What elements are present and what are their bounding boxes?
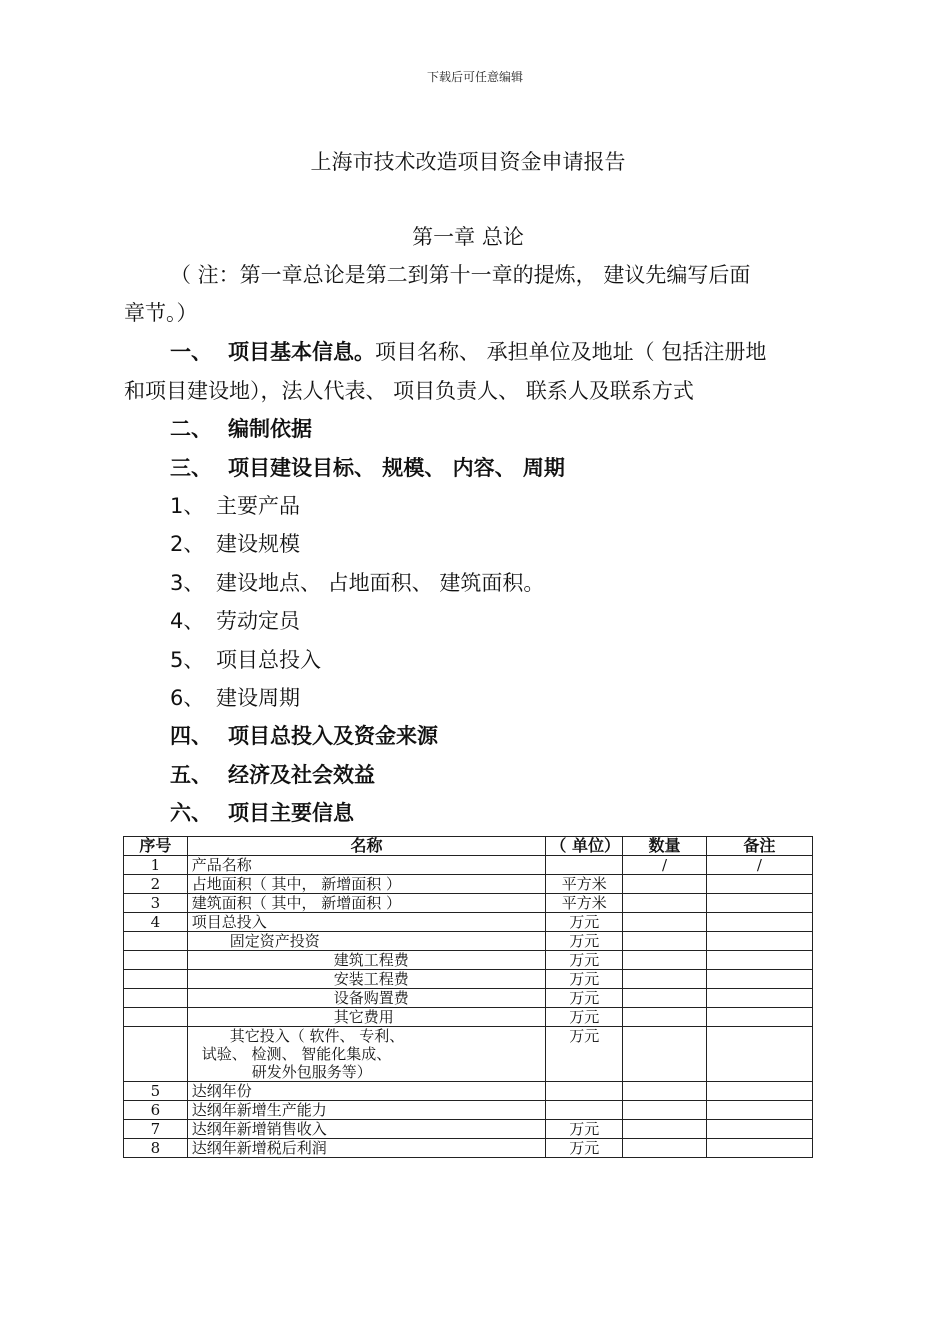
section-1 [170,336,766,366]
item-number: 2、 [170,532,205,556]
list-item [170,567,544,597]
table-row [124,1027,813,1082]
table-row [124,856,813,875]
table-row [124,1101,813,1120]
cell-no: 2 [124,875,188,894]
cell-note [706,1101,812,1120]
list-item [170,605,300,635]
cell-qty [623,1008,707,1027]
cell-name: 达纲年新增销售收入 [187,1120,546,1139]
cell-no: 3 [124,894,188,913]
cell-unit [546,856,623,875]
section-4 [170,720,438,750]
item-text: 主要产品 [216,494,300,518]
section-title: 经济及社会效益 [228,763,375,787]
cell-note [706,932,812,951]
cell-qty [623,1139,707,1158]
cell-note [706,951,812,970]
cell-note [706,1027,812,1082]
cell-unit: 万元 [546,932,623,951]
table-row [124,1082,813,1101]
note-line-1: （ 注：第一章总论是第二到第十一章的提炼， 建议先编写后面 [170,263,751,287]
item-text: 项目总投入 [216,648,321,672]
item-number: 3、 [170,571,205,595]
section-6 [170,797,354,827]
table-row [124,1008,813,1027]
header-name: 名称 [187,837,546,856]
cell-name: 达纲年新增税后利润 [187,1139,546,1158]
cell-qty [623,894,707,913]
header-note: 备注 [706,837,812,856]
cell-name: 达纲年新增生产能力 [187,1101,546,1120]
list-item [170,682,300,712]
cell-unit: 万元 [546,951,623,970]
item-text: 建设周期 [216,686,300,710]
cell-no [124,1027,188,1082]
cell-qty [623,989,707,1008]
cell-name: 其它费用 [187,1008,546,1027]
item-text: 建设规模 [216,532,300,556]
section-title: 项目建设目标、 规模、 内容、 周期 [228,456,565,480]
cell-qty [623,1082,707,1101]
section-number: 四、 [170,724,212,748]
cell-qty [623,913,707,932]
cell-qty [623,970,707,989]
header-note: 下载后可任意编辑 [426,70,523,84]
cell-note [706,1139,812,1158]
section-title: 项目主要信息 [228,801,354,825]
cell-no [124,989,188,1008]
table-row [124,894,813,913]
cell-no [124,1008,188,1027]
cell-unit: 万元 [546,1139,623,1158]
cell-unit [546,1101,623,1120]
section-title: 编制依据 [228,417,312,441]
cell-name: 占地面积（ 其中， 新增面积 ） [187,875,546,894]
section-3 [170,452,565,482]
cell-note: / [706,856,812,875]
cell-no: 5 [124,1082,188,1101]
header-no: 序号 [124,837,188,856]
cell-name: 固定资产投资 [187,932,546,951]
cell-name: 设备购置费 [187,989,546,1008]
table-row [124,989,813,1008]
item-number: 1、 [170,494,205,518]
cell-name: 达纲年份 [187,1082,546,1101]
section-title: 项目基本信息。 [228,340,375,364]
table-header-row [124,837,813,856]
cell-unit: 万元 [546,1120,623,1139]
chapter-heading: 第一章 总论 [412,225,524,249]
cell-unit [546,1082,623,1101]
cell-unit: 万元 [546,1027,623,1082]
cell-name-line: 试验、 检测、 智能化集成、 [201,1045,392,1063]
cell-unit: 万元 [546,913,623,932]
cell-qty [623,932,707,951]
section-number: 六、 [170,801,212,825]
section-number: 一、 [170,340,212,364]
cell-no: 6 [124,1101,188,1120]
cell-name-line: 其它投入（ 软件、 专利、 [229,1027,405,1045]
cell-no [124,951,188,970]
item-text: 劳动定员 [216,609,300,633]
cell-no [124,932,188,951]
cell-qty [623,951,707,970]
cell-name: 产品名称 [187,856,546,875]
cell-unit: 万元 [546,989,623,1008]
cell-name: 建筑面积（ 其中， 新增面积 ） [187,894,546,913]
table-row [124,913,813,932]
table-row [124,951,813,970]
cell-note [706,875,812,894]
cell-no: 8 [124,1139,188,1158]
section-text: 项目名称、 承担单位及地址（ 包括注册地 [375,340,767,364]
cell-qty [623,1120,707,1139]
list-item [170,644,321,674]
cell-note [706,1008,812,1027]
cell-note [706,970,812,989]
document-title: 上海市技术改造项目资金申请报告 [310,150,626,174]
note-line-2: 章节。） [124,301,198,325]
cell-no: 4 [124,913,188,932]
cell-qty: / [623,856,707,875]
cell-no: 7 [124,1120,188,1139]
section-1-line-2: 和项目建设地），法人代表、 项目负责人、 联系人及联系方式 [124,379,694,403]
table-row [124,875,813,894]
cell-unit: 万元 [546,1008,623,1027]
cell-note [706,1082,812,1101]
item-number: 4、 [170,609,205,633]
cell-note [706,989,812,1008]
section-title: 项目总投入及资金来源 [228,724,438,748]
section-number: 二、 [170,417,212,441]
cell-unit: 万元 [546,970,623,989]
section-number: 五、 [170,763,212,787]
cell-unit: 平方米 [546,894,623,913]
cell-note [706,894,812,913]
table-row [124,1139,813,1158]
header-unit: （ 单位） [546,837,623,856]
cell-qty [623,1027,707,1082]
section-number: 三、 [170,456,212,480]
cell-name [187,1027,546,1082]
list-item [170,490,300,520]
section-2 [170,413,312,443]
item-number: 6、 [170,686,205,710]
cell-qty [623,875,707,894]
cell-note [706,913,812,932]
cell-unit: 平方米 [546,875,623,894]
cell-qty [623,1101,707,1120]
cell-no: 1 [124,856,188,875]
list-item [170,528,300,558]
cell-name: 项目总投入 [187,913,546,932]
project-info-table [123,836,813,1158]
table-row [124,970,813,989]
cell-name-line: 研发外包服务等） [251,1063,372,1081]
item-number: 5、 [170,648,205,672]
item-text: 建设地点、 占地面积、 建筑面积。 [216,571,545,595]
table-row [124,1120,813,1139]
cell-name: 安装工程费 [187,970,546,989]
table-row [124,932,813,951]
cell-name: 建筑工程费 [187,951,546,970]
cell-note [706,1120,812,1139]
section-5 [170,759,375,789]
header-qty: 数量 [623,837,707,856]
cell-no [124,970,188,989]
